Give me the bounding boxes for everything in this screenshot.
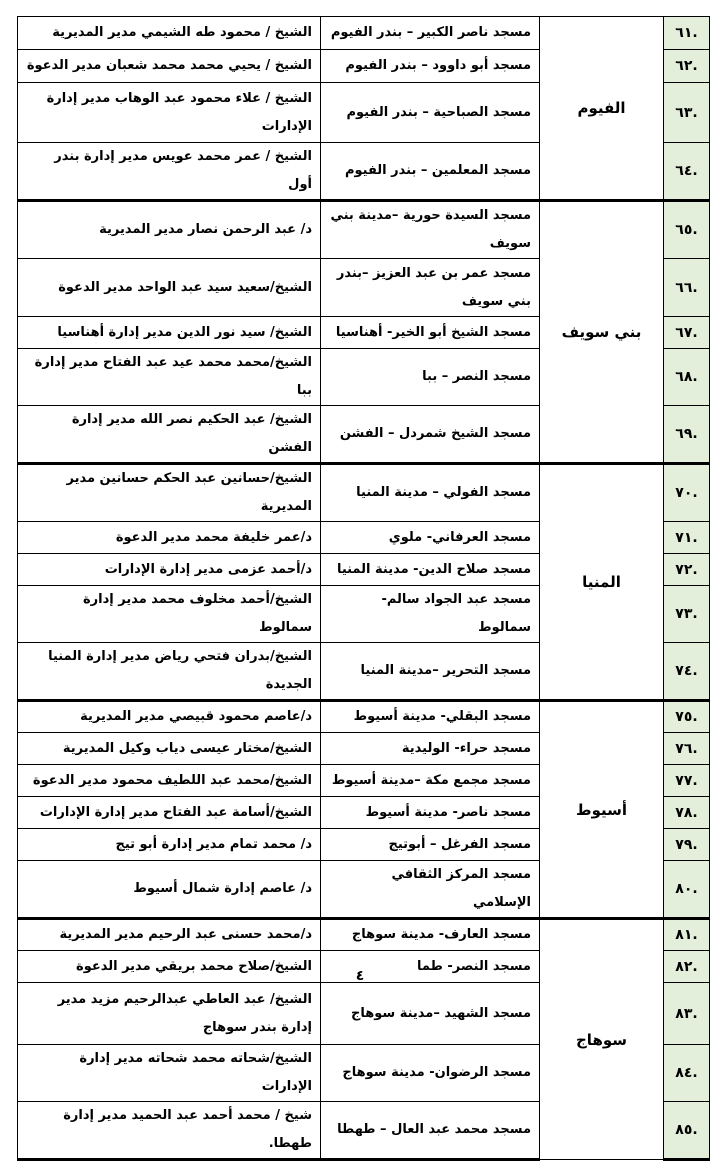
imam-name: الشيخ/أحمد مخلوف محمد مدير إدارة سمالوط (18, 586, 321, 643)
governorate-cell: بني سويف (540, 201, 664, 464)
imam-name: الشيخ / عمر محمد عويس مدير إدارة بندر أول (18, 143, 321, 201)
mosque-name: مسجد عمر بن عبد العزيز –بندر بني سويف (321, 259, 540, 317)
imam-name: د/ عاصم إدارة شمال أسيوط (18, 861, 321, 919)
imam-name: الشيخ/أسامة عبد الفتاح مدير إدارة الإدارات (18, 797, 321, 829)
mosque-name: مسجد العرفاني- ملوي (321, 522, 540, 554)
row-number: .٧٧ (664, 765, 710, 797)
imam-name: د/عمر خليفة محمد مدير الدعوة (18, 522, 321, 554)
imam-name: د/محمد حسنى عبد الرحيم مدير المديرية (18, 919, 321, 951)
row-number: .٨٤ (664, 1045, 710, 1102)
row-number: .٦٧ (664, 317, 710, 349)
row-number: .٧٢ (664, 554, 710, 586)
row-number: .٧٤ (664, 643, 710, 701)
row-number: .٦٢ (664, 50, 710, 83)
table-row (18, 17, 710, 50)
imam-name: الشيخ/صلاح محمد بريقي مدير الدعوة (18, 951, 321, 983)
governorate-cell: المنيا (540, 464, 664, 701)
mosque-name: مسجد الفولي – مدينة المنيا (321, 464, 540, 522)
imam-name: الشيخ/شحاته محمد شحاته مدير إدارة الإدارات (18, 1045, 321, 1102)
governorate-cell: سوهاج (540, 919, 664, 1160)
table-row (18, 201, 710, 259)
row-number: .٦٣ (664, 83, 710, 143)
imam-name: الشيخ/محمد عبد اللطيف محمود مدير الدعوة (18, 765, 321, 797)
imam-name: د/ محمد تمام مدير إدارة أبو تيج (18, 829, 321, 861)
imam-name: الشيخ/ عبد العاطي عبدالرحيم مزيد مدير إدارة بندر سوهاج (18, 983, 321, 1045)
mosque-name: مسجد الشيخ شمردل – الفشن (321, 406, 540, 464)
row-number: .٦٦ (664, 259, 710, 317)
mosque-name: مسجد النصر- طما (321, 951, 540, 983)
mosque-assignments-table (17, 16, 710, 1161)
mosque-name: مسجد ناصر الكبير – بندر الفيوم (321, 17, 540, 50)
mosque-name: مسجد ناصر- مدينة أسيوط (321, 797, 540, 829)
governorate-cell: أسيوط (540, 701, 664, 919)
imam-name: الشيخ / يحيي محمد محمد شعبان مدير الدعوة (18, 50, 321, 83)
governorate-cell: الفيوم (540, 17, 664, 201)
table-row (18, 919, 710, 951)
mosque-name: مسجد الشهيد –مدينة سوهاج (321, 983, 540, 1045)
imam-name: الشيخ/محمد محمد عيد عبد الفتاح مدير إدارة ببا (18, 349, 321, 406)
table-row (18, 701, 710, 733)
document-body (17, 16, 709, 1161)
row-number: .٦١ (664, 17, 710, 50)
row-number: .٧٣ (664, 586, 710, 643)
row-number: .٧٦ (664, 733, 710, 765)
imam-name: الشيخ/بدران فتحي رياض مدير إدارة المنيا الجديدة (18, 643, 321, 701)
mosque-name: مسجد الصباحية – بندر الفيوم (321, 83, 540, 143)
row-number: .٨١ (664, 919, 710, 951)
row-number: .٨٠ (664, 861, 710, 919)
table-row (18, 464, 710, 522)
mosque-name: مسجد أبو داوود – بندر الفيوم (321, 50, 540, 83)
row-number: .٧٩ (664, 829, 710, 861)
imam-name: د/ عبد الرحمن نصار مدير المديرية (18, 201, 321, 259)
row-number: .٨٣ (664, 983, 710, 1045)
mosque-name: مسجد مجمع مكة –مدينة أسيوط (321, 765, 540, 797)
mosque-name: مسجد العارف- مدينة سوهاج (321, 919, 540, 951)
imam-name: الشيخ / محمود طه الشيمي مدير المديرية (18, 17, 321, 50)
mosque-name: مسجد الشيخ أبو الخير- أهناسيا (321, 317, 540, 349)
mosque-name: مسجد التحرير –مدينة المنيا (321, 643, 540, 701)
mosque-name: مسجد الرضوان- مدينة سوهاج (321, 1045, 540, 1102)
row-number: .٧٥ (664, 701, 710, 733)
mosque-name: مسجد عبد الجواد سالم- سمالوط (321, 586, 540, 643)
mosque-name: مسجد المعلمين – بندر الفيوم (321, 143, 540, 201)
imam-name: الشيخ/مختار عيسى دياب وكيل المديرية (18, 733, 321, 765)
mosque-name: مسجد صلاح الدين- مدينة المنيا (321, 554, 540, 586)
row-number: .٦٩ (664, 406, 710, 464)
mosque-name: مسجد السيدة حورية –مدينة بني سويف (321, 201, 540, 259)
imam-name: الشيخ / علاء محمود عبد الوهاب مدير إدارة الإدارات (18, 83, 321, 143)
mosque-name: مسجد محمد عبد العال – طهطا (321, 1102, 540, 1160)
row-number: .٧١ (664, 522, 710, 554)
row-number: .٨٥ (664, 1102, 710, 1160)
mosque-name: مسجد حراء- الوليدية (321, 733, 540, 765)
mosque-name: مسجد المركز الثقافي الإسلامي (321, 861, 540, 919)
imam-name: د/عاصم محمود قبيصي مدير المديرية (18, 701, 321, 733)
row-number: .٦٨ (664, 349, 710, 406)
row-number: .٨٢ (664, 951, 710, 983)
row-number: .٧٠ (664, 464, 710, 522)
imam-name: الشيخ/حسانين عبد الحكم حسانين مدير المديرية (18, 464, 321, 522)
imam-name: شيخ / محمد أحمد عبد الحميد مدير إدارة طهطا. (18, 1102, 321, 1160)
mosque-name: مسجد البقلي- مدينة أسيوط (321, 701, 540, 733)
page-number: ٤ (355, 968, 365, 984)
imam-name: الشيخ/سعيد سيد عبد الواحد مدير الدعوة (18, 259, 321, 317)
row-number: .٦٥ (664, 201, 710, 259)
mosque-name: مسجد الفرغل – أبوتيج (321, 829, 540, 861)
imam-name: الشيخ/ سيد نور الدين مدير إدارة أهناسيا (18, 317, 321, 349)
row-number: .٧٨ (664, 797, 710, 829)
row-number: .٦٤ (664, 143, 710, 201)
mosque-name: مسجد النصر – ببا (321, 349, 540, 406)
imam-name: الشيخ/ عبد الحكيم نصر الله مدير إدارة الفشن (18, 406, 321, 464)
imam-name: د/أحمد عزمى مدير إدارة الإدارات (18, 554, 321, 586)
